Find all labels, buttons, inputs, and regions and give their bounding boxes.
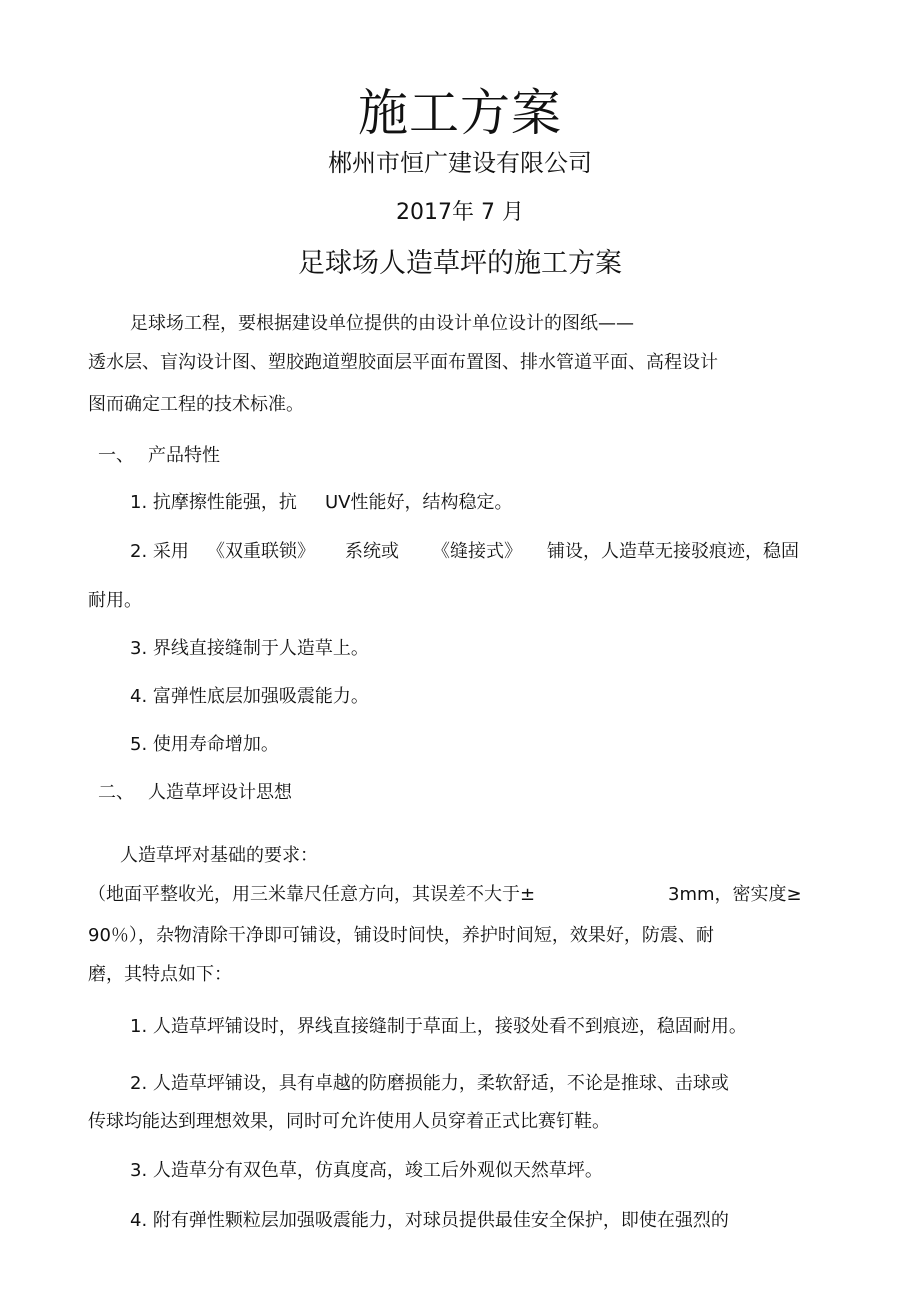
s1-item1-b: UV性能好，结构稳定。	[325, 492, 513, 513]
s1-item3: 3. 界线直接缝制于人造草上。	[130, 638, 369, 659]
s2-item3: 3. 人造草分有双色草，仿真度高，竣工后外观似天然草坪。	[130, 1160, 603, 1181]
section2-number: 二、	[98, 782, 134, 803]
s2-req-2: 90％），杂物清除干净即可铺设，铺设时间快，养护时间短，效果好，防震、耐	[88, 925, 714, 946]
company-name: 郴州市恒广建设有限公司	[328, 149, 592, 177]
intro-line-3: 图而确定工程的技术标准。	[88, 394, 304, 415]
s1-item2-c: 系统或	[345, 541, 399, 562]
s2-req-3: 磨，其特点如下：	[88, 964, 232, 985]
s2-lead: 人造草坪对基础的要求：	[120, 845, 318, 866]
s1-item4: 4. 富弹性底层加强吸震能力。	[130, 686, 369, 707]
s2-item2-b: 传球均能达到理想效果，同时可允许使用人员穿着正式比赛钉鞋。	[88, 1111, 610, 1132]
s1-item2-d: 《缝接式》	[432, 541, 522, 562]
s1-item2-b: 《双重联锁》	[207, 541, 315, 562]
s1-item1-a: 1. 抗摩擦性能强，抗	[130, 492, 297, 513]
s1-item2-a: 2. 采用	[130, 541, 189, 562]
intro-line-2: 透水层、盲沟设计图、塑胶跑道塑胶面层平面布置图、排水管道平面、高程设计	[88, 352, 718, 373]
intro-line-1: 足球场工程，要根据建设单位提供的由设计单位设计的图纸——	[130, 313, 634, 334]
s1-item2-e: 铺设，人造草无接驳痕迹，稳固	[547, 541, 799, 562]
s2-item1: 1. 人造草坪铺设时，界线直接缝制于草面上，接驳处看不到痕迹，稳固耐用。	[130, 1016, 747, 1037]
s1-item2-f: 耐用。	[88, 590, 142, 611]
s2-req-1a: （地面平整收光，用三米靠尺任意方向，其误差不大于±	[88, 884, 536, 905]
section2-heading: 人造草坪设计思想	[148, 782, 292, 803]
s2-item4: 4. 附有弹性颗粒层加强吸震能力，对球员提供最佳安全保护，即使在强烈的	[130, 1210, 729, 1231]
doc-date: 2017年 7 月	[396, 200, 524, 225]
s2-req-1b: 3mm，密实度≥	[668, 884, 802, 905]
doc-subtitle: 足球场人造草坪的施工方案	[298, 248, 622, 279]
section1-heading: 产品特性	[148, 445, 220, 466]
section1-number: 一、	[98, 445, 134, 466]
doc-title: 施工方案	[358, 84, 562, 142]
s2-item2-a: 2. 人造草坪铺设，具有卓越的防磨损能力，柔软舒适，不论是推球、击球或	[130, 1073, 729, 1094]
s1-item5: 5. 使用寿命增加。	[130, 734, 279, 755]
